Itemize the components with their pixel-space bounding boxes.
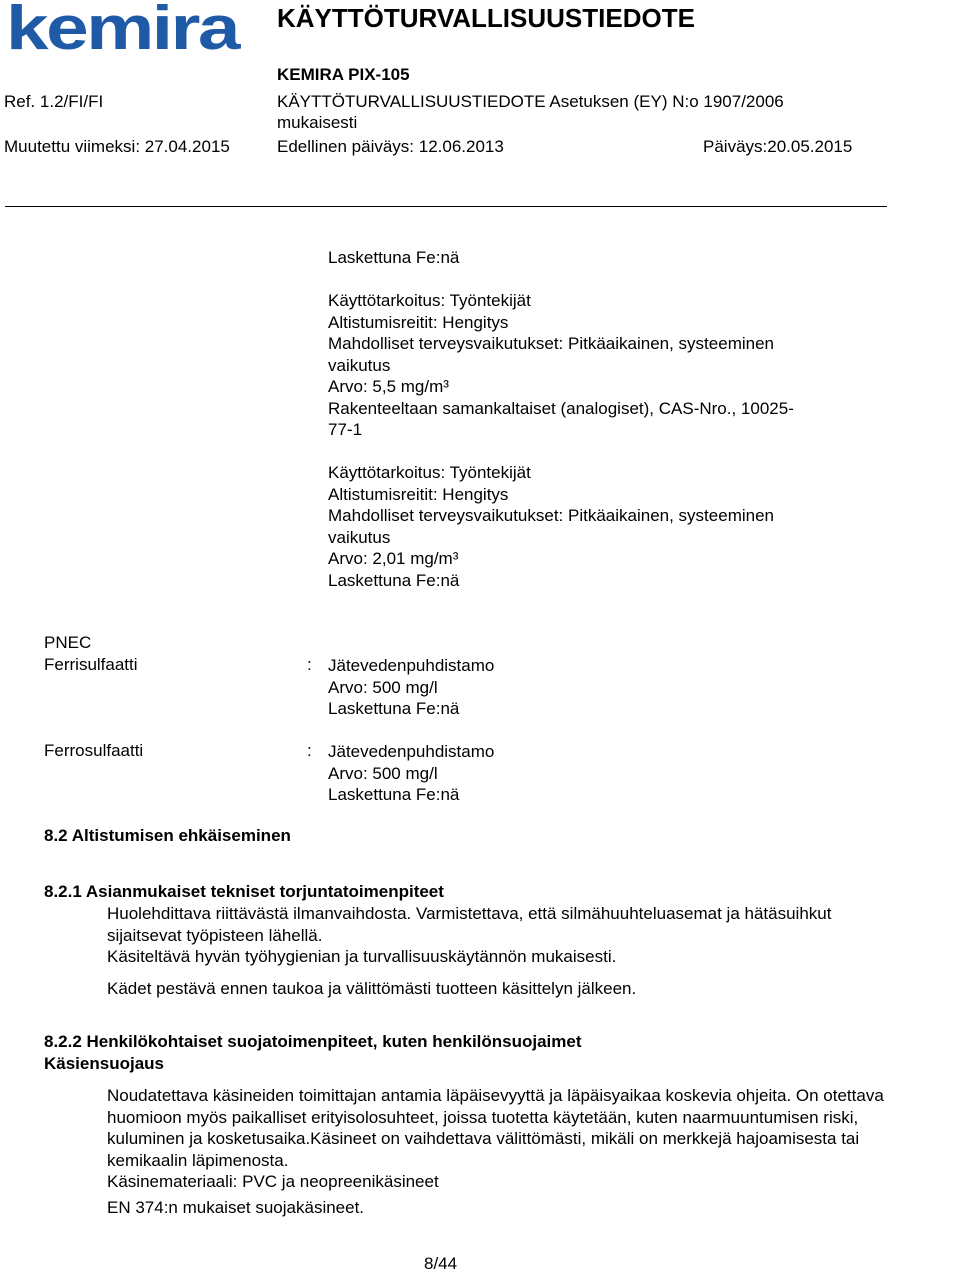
entry-line: vaikutus — [328, 527, 391, 547]
pnec-line: Arvo: 500 mg/l — [328, 763, 438, 783]
entry-line: 77-1 — [328, 420, 363, 439]
entry-line: Mahdolliset terveysvaikutukset: Pitkäaikainen, systeeminen — [328, 334, 774, 353]
paragraph-line: kuluminen ja kosketusaika.Käsineet on vaihdettava välittömästi, mikäli on merkkejä hajoamisesta tai — [107, 1129, 860, 1148]
issue-date: Päiväys:20.05.2015 — [703, 137, 853, 156]
document-title: KÄYTTÖTURVALLISUUSTIEDOTE — [277, 3, 695, 33]
svg-text:kemira: kemira — [6, 2, 242, 56]
reference: Ref. 1.2/FI/FI — [4, 92, 104, 111]
paragraph-line: sijaitsevat työpisteen lähellä. — [107, 925, 323, 945]
section-8-2-1-text — [107, 903, 831, 968]
section-8-2-2-heading: 8.2.2 Henkilökohtaiset suojatoimenpiteet, kuten henkilönsuojaimet — [44, 1032, 582, 1051]
hand-protection-heading: Käsiensuojaus — [44, 1054, 164, 1073]
kemira-logo — [6, 2, 242, 56]
page-number: 8/44 — [424, 1254, 458, 1273]
pnec-values — [328, 655, 494, 720]
paragraph-line: Käsinemateriaali: PVC ja neopreenikäsineet — [107, 1172, 439, 1191]
pnec-line: Laskettuna Fe:nä — [328, 699, 460, 718]
pnec-values — [328, 741, 494, 806]
hand-protection-text — [107, 1085, 884, 1193]
dnel-entry-1 — [328, 290, 794, 441]
regulation-line-1: KÄYTTÖTURVALLISUUSTIEDOTE Asetuksen (EY) N:o 1907/2006 — [277, 92, 784, 111]
pnec-line: Arvo: 500 mg/l — [328, 677, 438, 697]
header-divider — [5, 206, 887, 207]
pnec-line: Jätevedenpuhdistamo — [328, 742, 495, 761]
entry-line: Altistumisreitit: Hengitys — [328, 312, 509, 332]
dnel-entry-2 — [328, 462, 774, 591]
calc-note-top — [328, 247, 459, 269]
paragraph-line: Huolehdittava riittävästä ilmanvaihdosta. Varmistettava, että silmähuuhteluasemat ja hätäsuihkut — [107, 904, 832, 923]
calc-note: Laskettuna Fe:nä — [328, 248, 460, 267]
product-name: KEMIRA PIX-105 — [277, 65, 410, 84]
section-8-2-1-heading: 8.2.1 Asianmukaiset tekniset torjuntatoimenpiteet — [44, 882, 444, 901]
glove-standard-note: EN 374:n mukaiset suojakäsineet. — [107, 1198, 365, 1217]
revised-date: Muutettu viimeksi: 27.04.2015 — [4, 137, 230, 156]
entry-line: Altistumisreitit: Hengitys — [328, 484, 509, 504]
entry-line: Käyttötarkoitus: Työntekijät — [328, 291, 531, 310]
pnec-title: PNEC — [44, 633, 92, 652]
entry-line: Rakenteeltaan samankaltaiset (analogiset), CAS-Nro., 10025- — [328, 398, 794, 418]
regulation-line-2: mukaisesti — [277, 113, 358, 132]
pnec-line: Laskettuna Fe:nä — [328, 785, 460, 804]
paragraph-line: Käsiteltävä hyvän työhygienian ja turvallisuuskäytännön mukaisesti. — [107, 947, 617, 966]
entry-line: Arvo: 5,5 mg/m³ — [328, 377, 449, 396]
pnec-separator: : — [307, 655, 312, 674]
entry-line: Arvo: 2,01 mg/m³ — [328, 549, 459, 568]
entry-line: Laskettuna Fe:nä — [328, 570, 460, 590]
entry-line: Mahdolliset terveysvaikutukset: Pitkäaikainen, systeeminen — [328, 506, 774, 525]
hand-washing-note: Kädet pestävä ennen taukoa ja välittömästi tuotteen käsittelyn jälkeen. — [107, 979, 637, 998]
paragraph-line: huomioon myös paikalliset erityisolosuhteet, joissa tuotetta käytetään, kuten naarmuuntumisen riski, — [107, 1107, 859, 1127]
entry-line: Käyttötarkoitus: Työntekijät — [328, 463, 531, 482]
paragraph-line: Noudatettava käsineiden toimittajan antamia läpäisevyyttä ja läpäisyaikaa koskevia ohjeita. On otettava — [107, 1086, 884, 1105]
pnec-line: Jätevedenpuhdistamo — [328, 656, 495, 675]
previous-date: Edellinen päiväys: 12.06.2013 — [277, 137, 504, 156]
section-8-2-heading: 8.2 Altistumisen ehkäiseminen — [44, 826, 291, 845]
paragraph-line: kemikaalin läpimenosta. — [107, 1150, 289, 1170]
entry-line: vaikutus — [328, 355, 391, 375]
pnec-substance-name: Ferrisulfaatti — [44, 655, 138, 674]
pnec-substance-name: Ferrosulfaatti — [44, 741, 144, 760]
pnec-separator: : — [307, 741, 312, 760]
